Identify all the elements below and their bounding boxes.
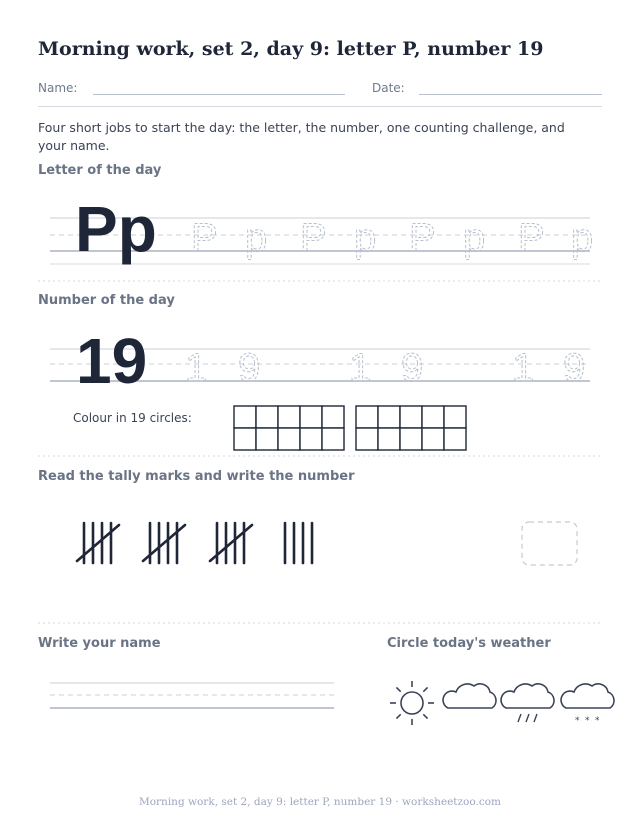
ten-frame-cell[interactable] [356,406,378,428]
ten-frames[interactable] [234,406,466,450]
tally-marks [77,523,312,563]
ten-frame-cell[interactable] [300,428,322,450]
letter-trace-2[interactable]: p [245,216,268,260]
circles-label: Colour in 19 circles: [73,411,192,425]
name-label: Name: [38,81,78,95]
sun-icon[interactable] [390,681,434,725]
letter-trace-8[interactable]: p [571,216,594,260]
snow-cloud-icon[interactable] [561,684,614,726]
letter-model: Pp [75,193,157,265]
ten-frame-cell[interactable] [444,428,466,450]
letter-trace-7[interactable]: P [518,216,545,260]
ten-frame-cell[interactable] [322,406,344,428]
letter-section-heading: Letter of the day [38,163,162,178]
tally-group-2 [143,523,185,563]
tally-section-heading: Read the tally marks and write the number [38,469,355,484]
name-section-heading: Write your name [38,636,161,651]
ten-frame-cell[interactable] [278,406,300,428]
number-trace-1[interactable]: 1 [185,346,208,390]
letter-trace-row[interactable] [191,216,593,260]
number-trace-row[interactable] [185,346,585,390]
ten-frame-cell[interactable] [234,428,256,450]
ten-frame-cell[interactable] [234,406,256,428]
name-writing-lines[interactable] [50,683,334,708]
number-model: 19 [76,325,148,397]
cloud-icon[interactable] [443,684,496,708]
number-trace-4[interactable]: 9 [401,346,424,390]
ten-frame-cell[interactable] [300,406,322,428]
ten-frame-cell[interactable] [378,406,400,428]
letter-trace-5[interactable]: P [409,216,436,260]
svg-text:*: * [585,716,590,726]
svg-text:*: * [575,716,580,726]
number-trace-6[interactable]: 9 [563,346,586,390]
number-trace-2[interactable]: 9 [238,346,261,390]
ten-frame-cell[interactable] [422,428,444,450]
footer-text: Morning work, set 2, day 9: letter P, number 19 · worksheetzoo.com [138,796,502,808]
ten-frame-cell[interactable] [256,406,278,428]
number-trace-5[interactable]: 1 [512,346,535,390]
letter-trace-1[interactable]: P [191,216,218,260]
svg-text:*: * [595,716,600,726]
worksheet-title: Morning work, set 2, day 9: letter P, number 19 [38,38,544,60]
intro-text: Four short jobs to start the day: the letter, the number, one counting challenge, and your name. [38,120,565,153]
ten-frame-cell[interactable] [356,428,378,450]
ten-frame-cell[interactable] [256,428,278,450]
date-label: Date: [372,81,405,95]
ten-frame-cell[interactable] [400,406,422,428]
tally-answer-box[interactable] [522,522,577,565]
ten-frame-cell[interactable] [422,406,444,428]
weather-section-heading: Circle today's weather [387,636,551,651]
ten-frame-cell[interactable] [322,428,344,450]
letter-trace-4[interactable]: p [354,216,377,260]
ten-frame-cell[interactable] [444,406,466,428]
tally-group-1 [77,523,119,563]
ten-frame-cell[interactable] [400,428,422,450]
number-section-heading: Number of the day [38,293,175,308]
ten-frame-2[interactable] [356,406,466,450]
letter-trace-6[interactable]: p [463,216,486,260]
ten-frame-cell[interactable] [278,428,300,450]
ten-frame-cell[interactable] [378,428,400,450]
ten-frame-1[interactable] [234,406,344,450]
number-trace-3[interactable]: 1 [349,346,372,390]
tally-group-3 [210,523,252,563]
tally-group-4 [285,523,312,563]
letter-trace-3[interactable]: P [300,216,327,260]
rain-cloud-icon[interactable] [501,684,554,722]
